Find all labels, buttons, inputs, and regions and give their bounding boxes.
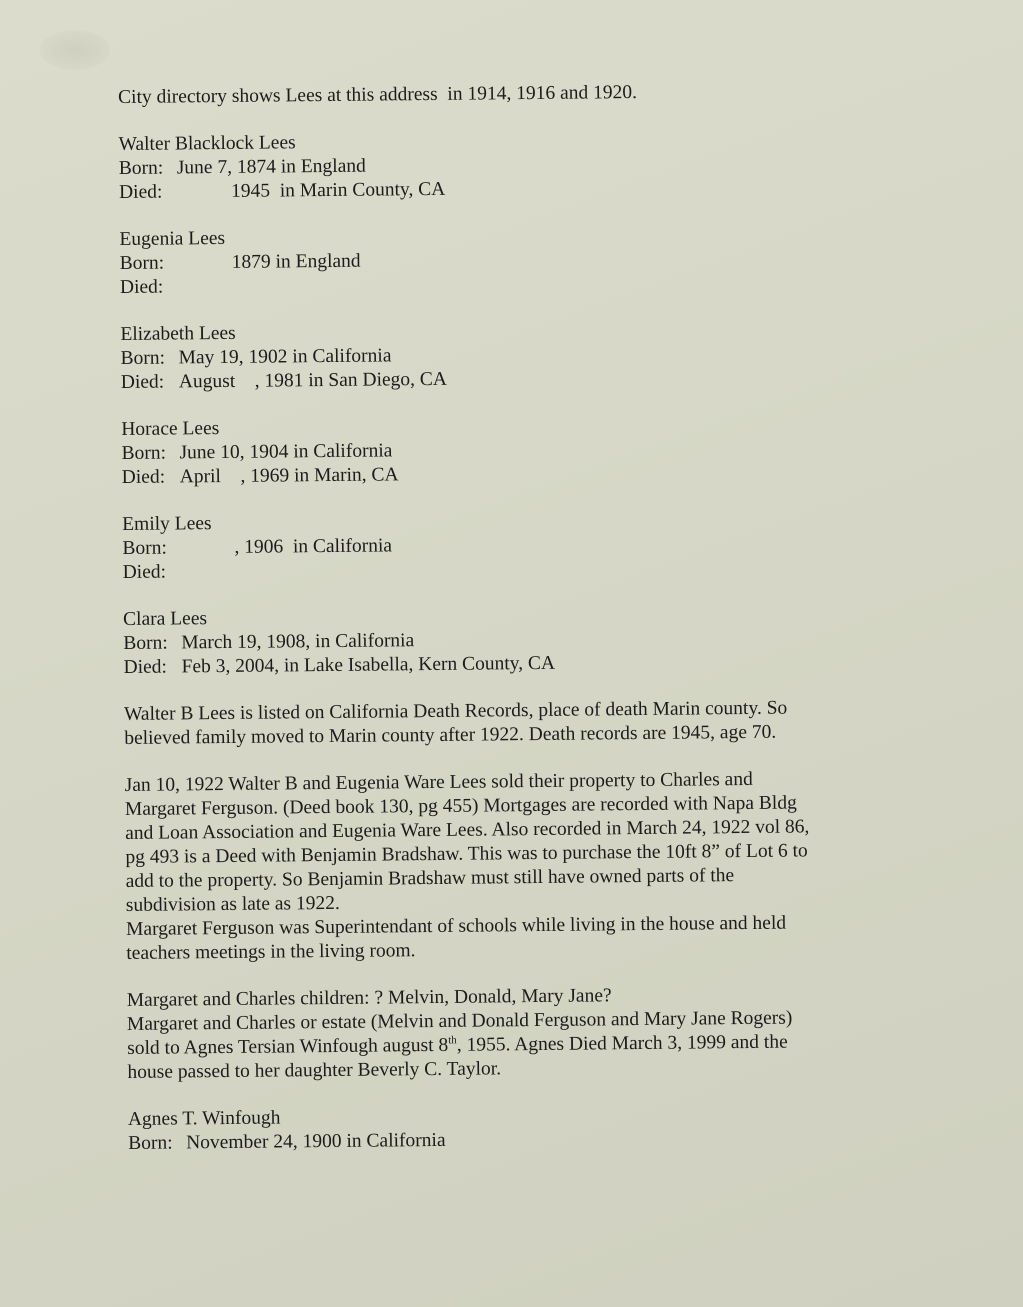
person-name: Agnes T. Winfough	[127, 1107, 281, 1130]
died-label: Died:	[121, 466, 166, 488]
person-record	[120, 316, 891, 395]
born-value: March 19, 1908, in California	[181, 630, 415, 654]
died-label: Died:	[119, 276, 164, 298]
paragraph-line: Walter B Lees is listed on California Death Records, place of death Marin county. So	[123, 697, 788, 725]
estate-text: sold to Agnes Tersian Winfough august 8	[127, 1034, 449, 1059]
estate-text: , 1955. Agnes Died March 3, 1999 and the	[456, 1031, 788, 1056]
page-smudge	[40, 30, 110, 70]
person-name: Walter Blacklock Lees	[118, 132, 296, 155]
paragraph-line: teachers meetings in the living room.	[126, 940, 416, 964]
paragraph-line: and Loan Association and Eugenia Ware Lees. Also recorded in March 24, 1922 vol 86,	[125, 816, 810, 844]
intro-text: City directory shows Lees at this address in 1914, 1916 and 1920.	[118, 82, 638, 108]
paragraph-line: Margaret Ferguson. (Deed book 130, pg 455) Mortgages are recorded with Napa Bldg	[124, 792, 797, 820]
person-record	[121, 411, 892, 490]
died-label: Died:	[122, 561, 167, 583]
died-value: 1945 in Marin County, CA	[230, 178, 446, 202]
children-line: Margaret and Charles children: ? Melvin, Donald, Mary Jane?	[126, 985, 612, 1011]
paragraph-line: add to the property. So Benjamin Bradshaw must still have owned parts of the	[125, 865, 735, 892]
person-record	[119, 221, 890, 300]
born-value: June 7, 1874 in England	[176, 155, 366, 179]
death-records-paragraph	[124, 696, 894, 751]
paragraph-line: pg 493 is a Deed with Benjamin Bradshaw. This was to purchase the 10ft 8” of Lot 6 to	[125, 840, 808, 868]
born-label: Born:	[119, 252, 165, 274]
children-estate-paragraph	[127, 982, 898, 1085]
paragraph-line: subdivision as late as 1922.	[125, 892, 340, 916]
person-record	[118, 126, 889, 205]
born-label: Born:	[118, 157, 164, 179]
died-value: Feb 3, 2004, in Lake Isabella, Kern County, CA	[181, 652, 556, 678]
born-value: May 19, 1902 in California	[178, 345, 392, 369]
paragraph-line: Margaret Ferguson was Superintendant of schools while living in the house and held	[125, 912, 787, 940]
estate-line: Margaret and Charles or estate (Melvin and Donald Ferguson and Mary Jane Rogers)	[126, 1007, 793, 1035]
died-label: Died:	[118, 181, 163, 203]
ordinal-suffix: th	[448, 1034, 457, 1047]
paragraph-line: believed family moved to Marin county after 1922. Death records are 1945, age 70.	[124, 721, 777, 749]
died-value: April , 1969 in Marin, CA	[179, 464, 399, 488]
born-label: Born:	[123, 632, 168, 654]
person-record	[123, 601, 894, 680]
person-record	[128, 1101, 898, 1156]
born-value: June 10, 1904 in California	[179, 440, 393, 464]
born-label: Born:	[121, 442, 167, 464]
paragraph-line: Jan 10, 1922 Walter B and Eugenia Ware Lees sold their property to Charles and	[124, 768, 753, 796]
estate-line: house passed to her daughter Beverly C. Taylor.	[127, 1058, 502, 1083]
person-record	[122, 506, 893, 585]
died-value: August , 1981 in San Diego, CA	[178, 368, 448, 393]
property-sale-paragraph	[125, 767, 897, 966]
born-value: , 1906 in California	[234, 535, 393, 558]
born-label: Born:	[122, 537, 167, 559]
person-name: Elizabeth Lees	[120, 322, 236, 345]
person-name: Eugenia Lees	[119, 227, 226, 250]
born-label: Born:	[128, 1132, 173, 1154]
person-name: Emily Lees	[122, 513, 212, 535]
died-label: Died:	[120, 371, 165, 393]
born-value: November 24, 1900 in California	[186, 1129, 446, 1154]
died-label: Died:	[123, 656, 168, 678]
person-name: Clara Lees	[123, 608, 208, 630]
born-label: Born:	[120, 347, 166, 369]
born-value: 1879 in England	[231, 250, 361, 273]
person-name: Horace Lees	[121, 418, 220, 440]
intro-line	[118, 79, 888, 110]
document-body	[118, 79, 898, 1179]
